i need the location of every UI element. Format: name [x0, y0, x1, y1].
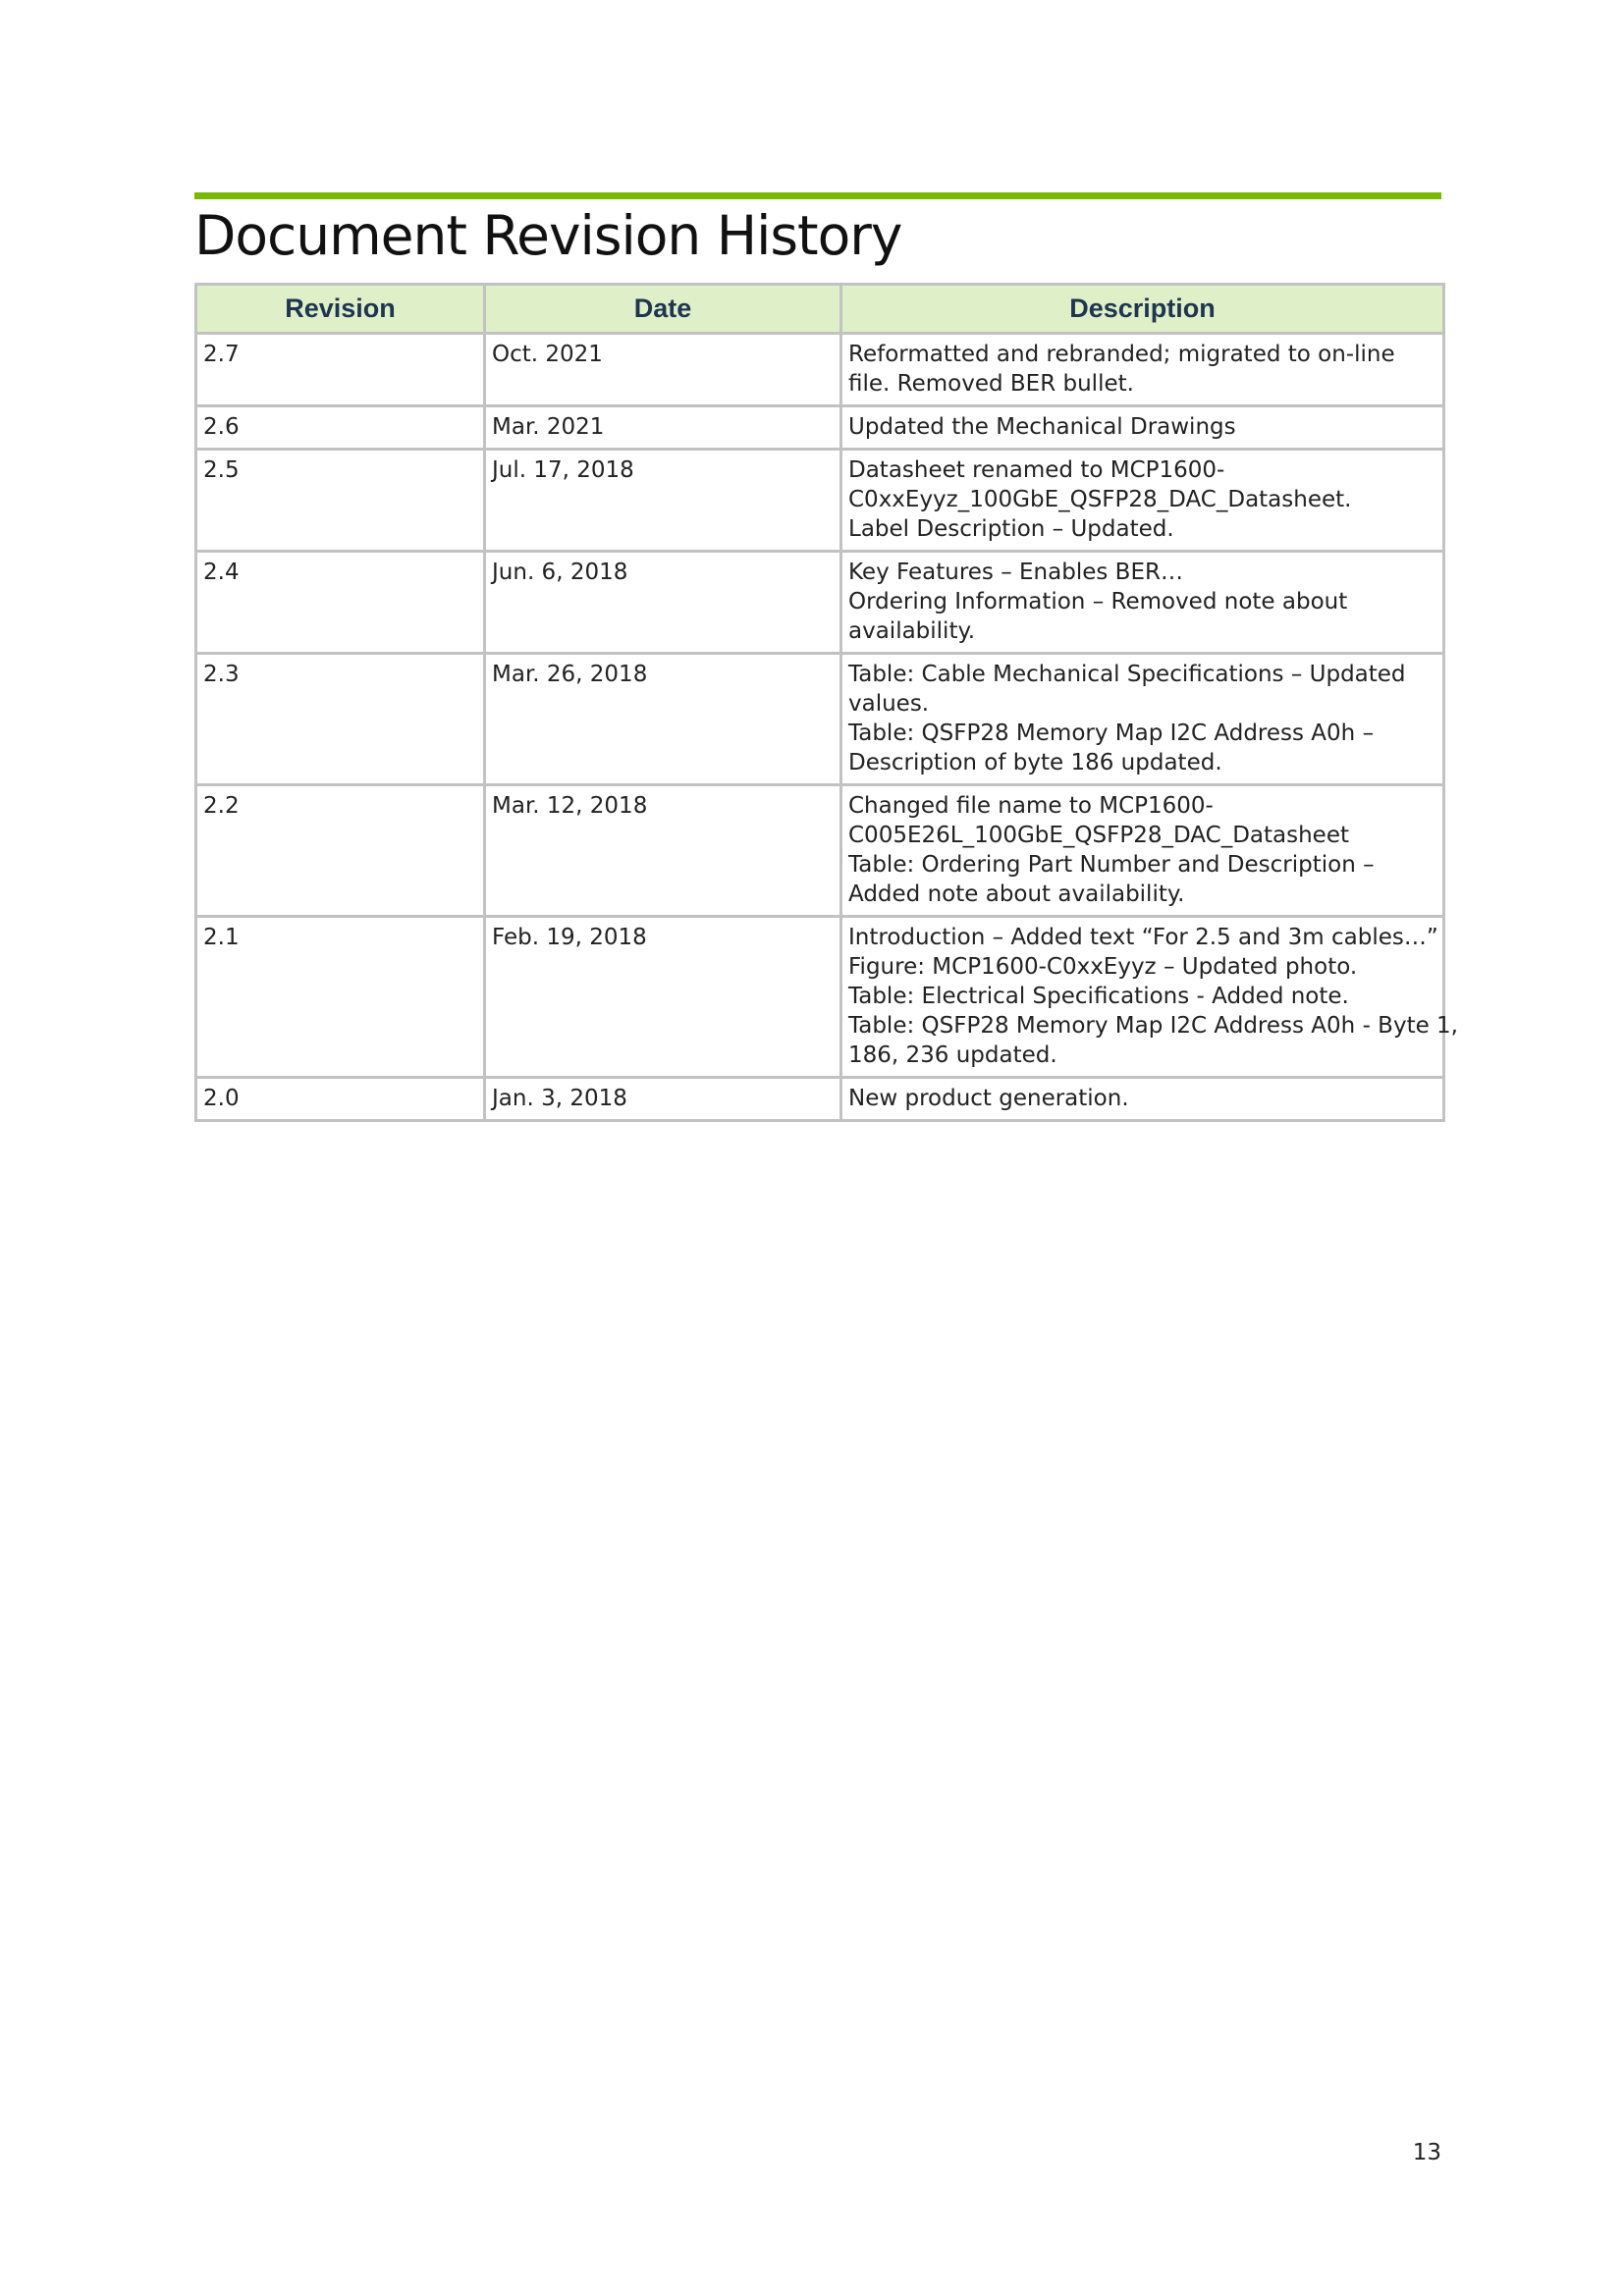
revision-history-table [194, 283, 1458, 1122]
revision-cell: 2.3 [196, 654, 485, 785]
revision-cell: 2.1 [196, 917, 485, 1078]
description-line: Reformatted and rebranded; migrated to on-line [848, 342, 1395, 367]
description-line: Key Features – Enables BER… [848, 560, 1183, 585]
header-date: Date [485, 285, 841, 334]
description-line: values. [848, 691, 930, 717]
table-row [196, 785, 1444, 917]
description-cell [841, 552, 1444, 654]
date-cell: Mar. 2021 [485, 406, 841, 450]
description-line: availability. [848, 618, 976, 644]
page-number: 13 [1412, 2140, 1441, 2165]
description-line: Introduction – Added text “For 2.5 and 3m cables…” [848, 925, 1438, 950]
description-line: Updated the Mechanical Drawings [848, 414, 1236, 440]
table-body [196, 334, 1458, 1121]
date-cell: Oct. 2021 [485, 334, 841, 406]
description-line: C0xxEyyz_100GbE_QSFP28_DAC_Datasheet. [848, 487, 1352, 512]
description-line: file. Removed BER bullet. [848, 371, 1134, 397]
revision-cell: 2.6 [196, 406, 485, 450]
header-description: Description [841, 285, 1444, 334]
table-row [196, 334, 1444, 406]
table-row [196, 406, 1444, 450]
description-line: Added note about availability. [848, 881, 1185, 907]
description-cell [841, 917, 1458, 1078]
table-header-row [196, 285, 1444, 334]
description-line: New product generation. [848, 1086, 1129, 1111]
description-line: Table: Ordering Part Number and Description – [848, 852, 1375, 878]
revision-cell: 2.7 [196, 334, 485, 406]
date-cell: Jul. 17, 2018 [485, 450, 841, 552]
table-row [196, 917, 1444, 1078]
date-cell: Feb. 19, 2018 [485, 917, 841, 1078]
description-line: C005E26L_100GbE_QSFP28_DAC_Datasheet [848, 823, 1349, 848]
revision-cell: 2.0 [196, 1078, 485, 1121]
description-line: Description of byte 186 updated. [848, 750, 1222, 775]
description-line: Label Description – Updated. [848, 516, 1174, 542]
table-row [196, 654, 1444, 785]
revision-cell: 2.2 [196, 785, 485, 917]
description-cell [841, 654, 1444, 785]
description-line: Table: Electrical Specifications - Added note. [848, 984, 1349, 1009]
description-line: Table: QSFP28 Memory Map I2C Address A0h - Byte 1, [848, 1013, 1458, 1039]
table-row [196, 1078, 1444, 1121]
description-line: Ordering Information – Removed note about [848, 589, 1348, 614]
table-row [196, 450, 1444, 552]
description-cell [841, 785, 1444, 917]
description-cell [841, 1078, 1444, 1121]
table-row [196, 552, 1444, 654]
date-cell: Mar. 26, 2018 [485, 654, 841, 785]
description-cell [841, 334, 1444, 406]
description-line: Table: QSFP28 Memory Map I2C Address A0h – [848, 721, 1375, 746]
date-cell: Jan. 3, 2018 [485, 1078, 841, 1121]
description-cell [841, 450, 1444, 552]
description-line: Table: Cable Mechanical Specifications – Updated [848, 662, 1406, 687]
description-line: Changed file name to MCP1600- [848, 793, 1214, 819]
date-cell: Mar. 12, 2018 [485, 785, 841, 917]
description-line: Datasheet renamed to MCP1600- [848, 457, 1225, 483]
revision-cell: 2.5 [196, 450, 485, 552]
header-revision: Revision [196, 285, 485, 334]
description-line: 186, 236 updated. [848, 1042, 1057, 1068]
revision-cell: 2.4 [196, 552, 485, 654]
description-line: Figure: MCP1600-C0xxEyyz – Updated photo. [848, 954, 1358, 980]
description-cell [841, 406, 1444, 450]
date-cell: Jun. 6, 2018 [485, 552, 841, 654]
page-title: Document Revision History [194, 204, 902, 267]
